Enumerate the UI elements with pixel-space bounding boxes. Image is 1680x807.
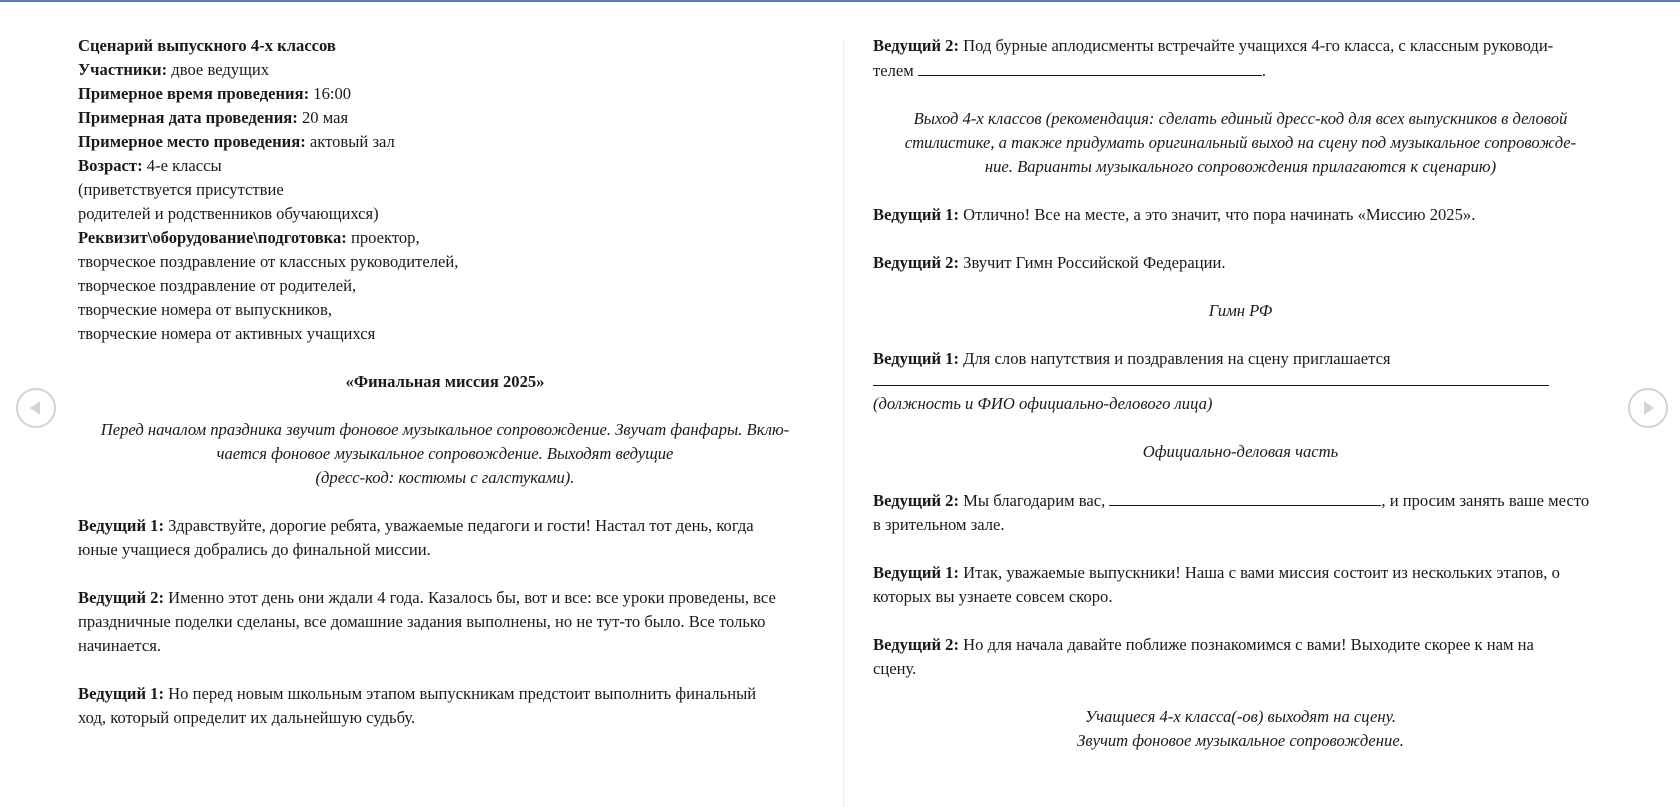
top-accent-bar: [0, 0, 1680, 2]
dialogue-line: в зрительном зале.: [873, 515, 1005, 534]
place-line: Примерное место проведения: актовый зал: [78, 132, 395, 151]
next-page-button[interactable]: [1628, 388, 1668, 428]
chevron-right-icon: [1630, 390, 1666, 426]
dialogue-line: начинается.: [78, 636, 162, 655]
props-item: творческие номера от активных учащихся: [78, 324, 376, 343]
dialogue-line: Ведущий 2: Именно этот день они ждали 4 года. Казалось бы, вот и все: все уроки проведены, все: [78, 588, 776, 607]
dialogue-line: праздничные поделки сделаны, все домашние задания выполнены, но не тут-то было. Все только: [78, 612, 766, 631]
dialogue-line: которых вы узнаете совсем скоро.: [873, 587, 1113, 606]
stage-direction: Учащиеся 4-х класса(-ов) выходят на сцену.: [1084, 707, 1397, 726]
dialogue-line: Ведущий 2: Под бурные аплодисменты встречайте учащихся 4-го класса, с классным руководи-: [873, 36, 1554, 55]
dialogue-line: Ведущий 1: Итак, уважаемые выпускники! Наша с вами миссия состоит из нескольких этапов, о: [873, 563, 1560, 582]
props-item: творческое поздравление от классных руководителей,: [78, 252, 459, 271]
dialogue-line: Ведущий 2: Но для начала давайте поближе познакомимся с вами! Выходите скорее к нам на: [873, 635, 1534, 654]
props-item: творческое поздравление от родителей,: [78, 276, 357, 295]
section-heading: Официально-деловая часть: [1142, 442, 1339, 461]
fill-in-blank: [918, 58, 1262, 76]
stage-direction: Звучит фоновое музыкальное сопровождение.: [1077, 731, 1404, 750]
dialogue-line: Ведущий 2: Звучит Гимн Российской Федерации.: [873, 253, 1226, 272]
age-note-line: родителей и родственников обучающихся): [78, 204, 379, 223]
stage-direction: Перед началом праздника звучит фоновое музыкальное сопровождение. Звучат фанфары. Вклю-: [100, 420, 790, 439]
dialogue-line: Ведущий 1: Здравствуйте, дорогие ребята, уважаемые педагоги и гости! Настал тот день, когда: [78, 516, 754, 535]
age-line: Возраст: 4-е классы: [78, 156, 222, 175]
official-note: (должность и ФИО официально-делового лица): [873, 394, 1213, 413]
props-item: творческие номера от выпускников,: [78, 300, 332, 319]
stage-direction: ние. Варианты музыкального сопровождения прилагаются к сценарию): [984, 157, 1497, 176]
mission-title: «Финальная миссия 2025»: [345, 372, 545, 391]
stage-direction: (дресс-код: костюмы с галстуками).: [315, 468, 575, 487]
document-page-left: [78, 34, 812, 730]
fill-in-blank: [1109, 488, 1381, 506]
dialogue-line: Ведущий 1: Для слов напутствия и поздравления на сцену приглашается: [873, 349, 1391, 368]
time-line: Примерное время проведения: 16:00: [78, 84, 352, 103]
previous-page-button[interactable]: [16, 388, 56, 428]
stage-direction: Гимн РФ: [1208, 301, 1273, 320]
chevron-left-icon: [18, 390, 54, 426]
document-title: Сценарий выпускного 4-х классов: [78, 36, 336, 55]
dialogue-line: сцену.: [873, 659, 917, 678]
date-line: Примерная дата проведения: 20 мая: [78, 108, 349, 127]
props-line: Реквизит\оборудование\подготовка: проектор,: [78, 228, 420, 247]
stage-direction: чается фоновое музыкальное сопровождение. Выходят ведущие: [216, 444, 674, 463]
fill-in-blank: [873, 371, 1549, 386]
page-divider: [843, 40, 844, 807]
dialogue-line: юные учащиеся добрались до финальной миссии.: [78, 540, 431, 559]
dialogue-line: Ведущий 2: Мы благодарим вас, , и просим занять ваше место: [873, 488, 1608, 513]
dialogue-line: Ведущий 1: Но перед новым школьным этапом выпускникам предстоит выполнить финальный: [78, 684, 757, 703]
stage-direction: стилистике, а также придумать оригинальный выход на сцену под музыкальное сопровожде-: [904, 133, 1577, 152]
document-page-right: [873, 34, 1608, 753]
participants-line: Участники: двое ведущих: [78, 60, 270, 79]
age-note-line: (приветствуется присутствие: [78, 180, 284, 199]
stage-direction: Выход 4-х классов (рекомендация: сделать единый дресс-код для всех выпускников в деловой: [913, 109, 1568, 128]
dialogue-line: Ведущий 1: Отлично! Все на месте, а это значит, что пора начинать «Миссию 2025».: [873, 205, 1476, 224]
dialogue-line: телем .: [873, 58, 1608, 83]
dialogue-line: ход, который определит их дальнейшую судьбу.: [78, 708, 416, 727]
